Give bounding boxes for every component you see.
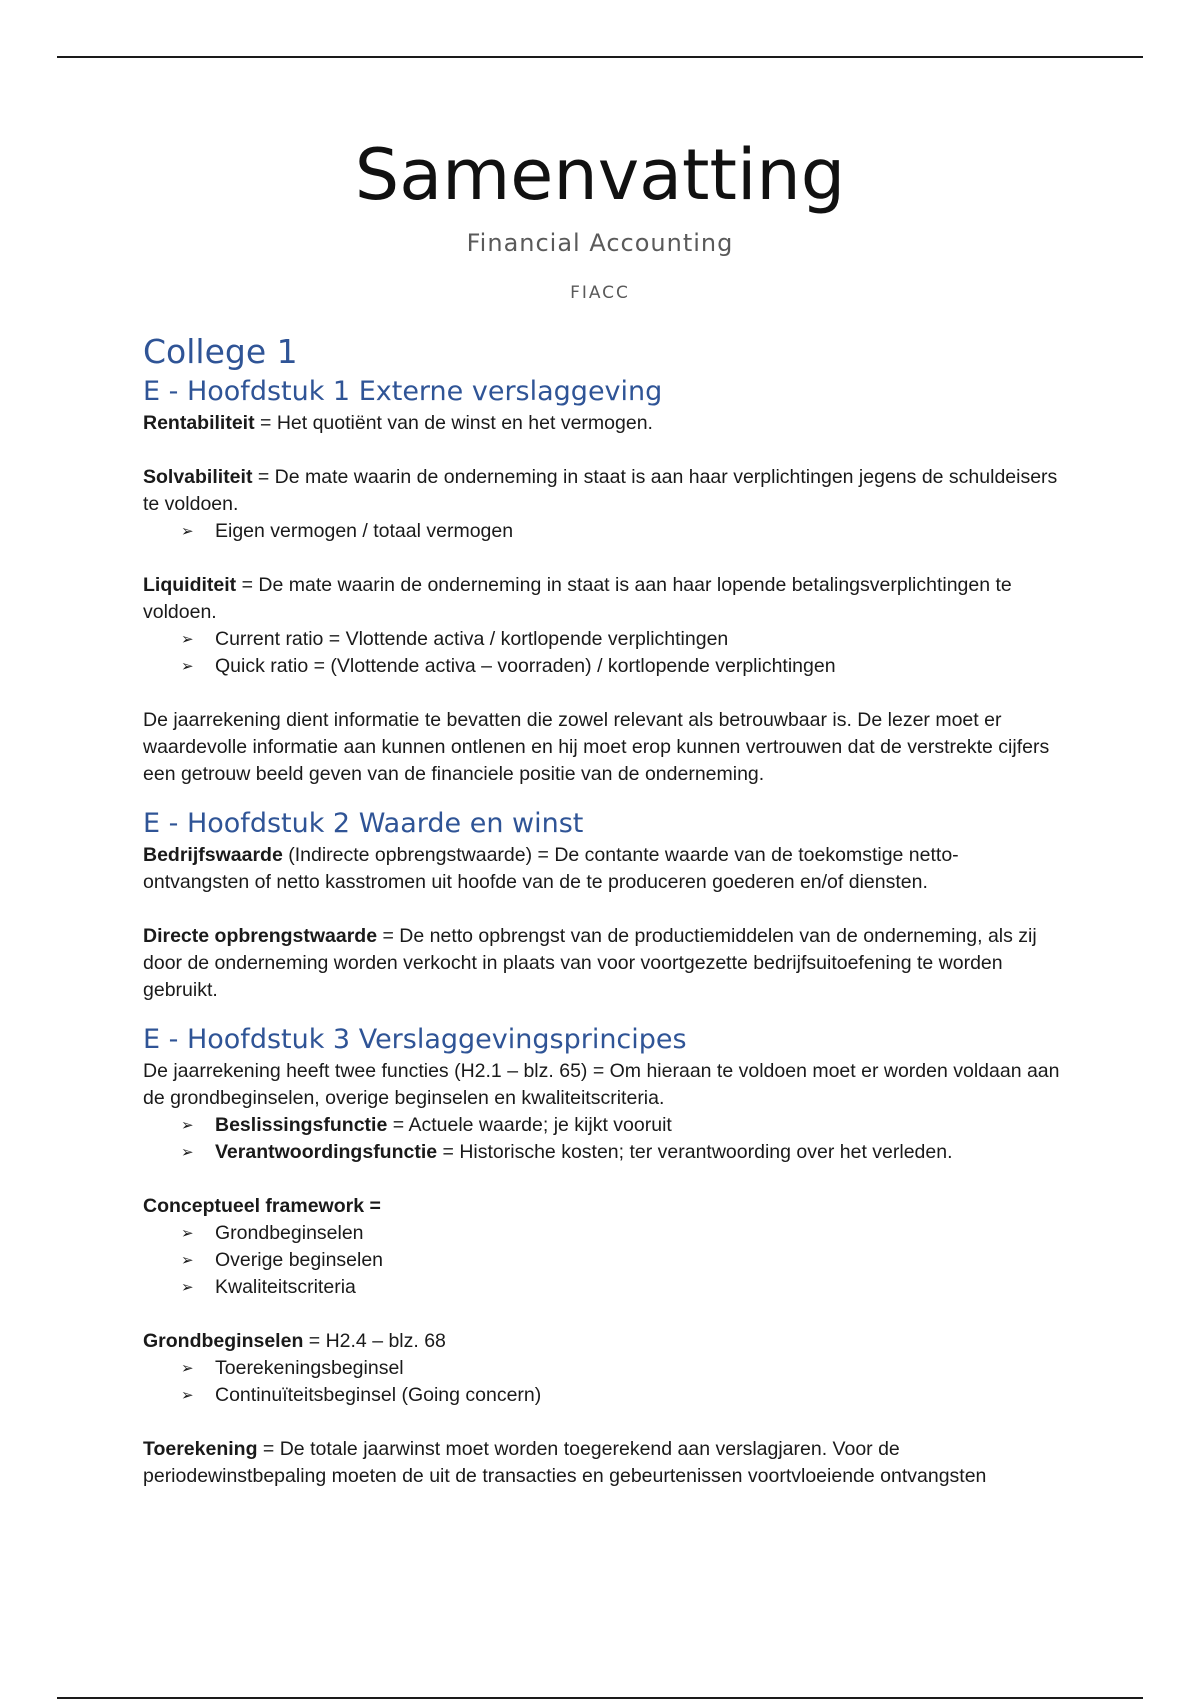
chapter-heading-3: E - Hoofdstuk 3 Verslaggevingsprincipes (143, 1024, 687, 1055)
list-item-text: Grondbeginselen (215, 1222, 364, 1244)
list-item-text: Overige beginselen (215, 1249, 384, 1271)
chapter-heading-1: E - Hoofdstuk 1 Externe verslaggeving (143, 376, 663, 407)
document-subtitle: Financial Accounting (466, 229, 734, 257)
list-item-text: Toerekeningsbeginsel (215, 1357, 404, 1379)
definition-grondbeginselen (143, 1328, 1063, 1355)
list-item-text: Kwaliteitscriteria (215, 1276, 356, 1298)
list-item-text: = Historische kosten; ter verantwoording over het verleden. (437, 1141, 953, 1163)
list-item (181, 1112, 1063, 1139)
definition-text: = De mate waarin de onderneming in staat is aan haar lopende betalingsverplichtingen te voldoen. (143, 574, 1012, 623)
arrowhead-bullet-icon: ➢ (181, 1224, 194, 1242)
arrowhead-bullet-icon: ➢ (181, 1386, 194, 1404)
list-item-term: Beslissingsfunctie (215, 1114, 388, 1136)
chapter-heading-2: E - Hoofdstuk 2 Waarde en winst (143, 808, 584, 839)
list-item-text: = Actuele waarde; je kijkt vooruit (387, 1114, 672, 1136)
list-item (181, 1274, 1063, 1301)
term-conceptueel-framework: Conceptueel framework = (143, 1195, 381, 1217)
definition-liquiditeit (143, 572, 1063, 626)
arrowhead-bullet-icon: ➢ (181, 1116, 194, 1134)
list-item-term: Verantwoordingsfunctie (215, 1141, 438, 1163)
arrowhead-bullet-icon: ➢ (181, 657, 194, 675)
term-rentabiliteit: Rentabiliteit (143, 412, 255, 434)
definition-directe-opbrengstwaarde (143, 923, 1063, 1004)
document-title: Samenvatting (354, 134, 846, 216)
list-item-text: Eigen vermogen / totaal vermogen (215, 520, 514, 542)
list-item (181, 1139, 1063, 1166)
definition-toerekening (143, 1436, 1063, 1490)
framework-list (143, 1220, 1063, 1301)
term-liquiditeit: Liquiditeit (143, 574, 237, 596)
definition-text: = H2.4 – blz. 68 (303, 1330, 446, 1352)
functies-list (143, 1112, 1063, 1166)
definition-solvabiliteit (143, 464, 1063, 518)
definition-text: = De totale jaarwinst moet worden toegerekend aan verslagjaren. Voor de periodewinstbepaling moeten de uit de transacties en gebeurtenissen voortvloeiende ontvangsten (143, 1438, 987, 1487)
paragraph-jaarrekening: De jaarrekening dient informatie te bevatten die zowel relevant als betrouwbaar is. De lezer moet er waardevolle informatie aan kunnen ontlenen en hij moet erop kunnen vertrouwen dat de verstrekte cijfers een getrouw beeld geven van de financiele positie van de onderneming. (143, 709, 1050, 785)
term-bedrijfswaarde: Bedrijfswaarde (143, 844, 283, 866)
list-item-text: Quick ratio = (Vlottende activa – voorraden) / kortlopende verplichtingen (215, 655, 836, 677)
list-item (181, 1382, 1063, 1409)
list-item (181, 653, 1063, 680)
bottom-rule (57, 1697, 1143, 1699)
heading-conceptueel-framework (143, 1193, 1063, 1220)
definition-bedrijfswaarde (143, 842, 1063, 896)
term-toerekening: Toerekening (143, 1438, 258, 1460)
list-item (181, 1220, 1063, 1247)
arrowhead-bullet-icon: ➢ (181, 522, 194, 540)
liquiditeit-list (143, 626, 1063, 680)
arrowhead-bullet-icon: ➢ (181, 1359, 194, 1377)
arrowhead-bullet-icon: ➢ (181, 1251, 194, 1269)
definition-rentabiliteit (143, 410, 1063, 437)
list-item (181, 518, 1063, 545)
grondbeginselen-list (143, 1355, 1063, 1409)
term-directe-opbrengstwaarde: Directe opbrengstwaarde (143, 925, 378, 947)
definition-text: = De netto opbrengst van de productiemiddelen van de onderneming, als zij door de onderneming worden verkocht in plaats van voor voortgezette bedrijfsuitoefening te worden gebruikt. (143, 925, 1037, 1001)
definition-text: (Indirecte opbrengstwaarde) = De contante waarde van de toekomstige netto-ontvangsten of netto kasstromen uit hoofde van de te produceren goederen en/of diensten. (143, 844, 959, 893)
section-heading-college-1: College 1 (143, 332, 298, 371)
top-rule (57, 56, 1143, 58)
list-item-text: Current ratio = Vlottende activa / kortlopende verplichtingen (215, 628, 729, 650)
solvabiliteit-list (143, 518, 1063, 545)
list-item-text: Continuïteitsbeginsel (Going concern) (215, 1384, 542, 1406)
course-code: FIACC (570, 283, 630, 303)
list-item (181, 1355, 1063, 1382)
arrowhead-bullet-icon: ➢ (181, 1278, 194, 1296)
arrowhead-bullet-icon: ➢ (181, 1143, 194, 1161)
term-grondbeginselen: Grondbeginselen (143, 1330, 304, 1352)
definition-text: = De mate waarin de onderneming in staat is aan haar verplichtingen jegens de schuldeisers te voldoen. (143, 466, 1058, 515)
list-item (181, 1247, 1063, 1274)
arrowhead-bullet-icon: ➢ (181, 630, 194, 648)
definition-text: = Het quotiënt van de winst en het vermogen. (254, 412, 653, 434)
list-item (181, 626, 1063, 653)
document-body (143, 330, 1063, 1490)
paragraph-functies: De jaarrekening heeft twee functies (H2.1 – blz. 65) = Om hieraan te voldoen moet er worden voldaan aan de grondbeginselen, overige beginselen en kwaliteitscriteria. (143, 1060, 1060, 1109)
term-solvabiliteit: Solvabiliteit (143, 466, 253, 488)
